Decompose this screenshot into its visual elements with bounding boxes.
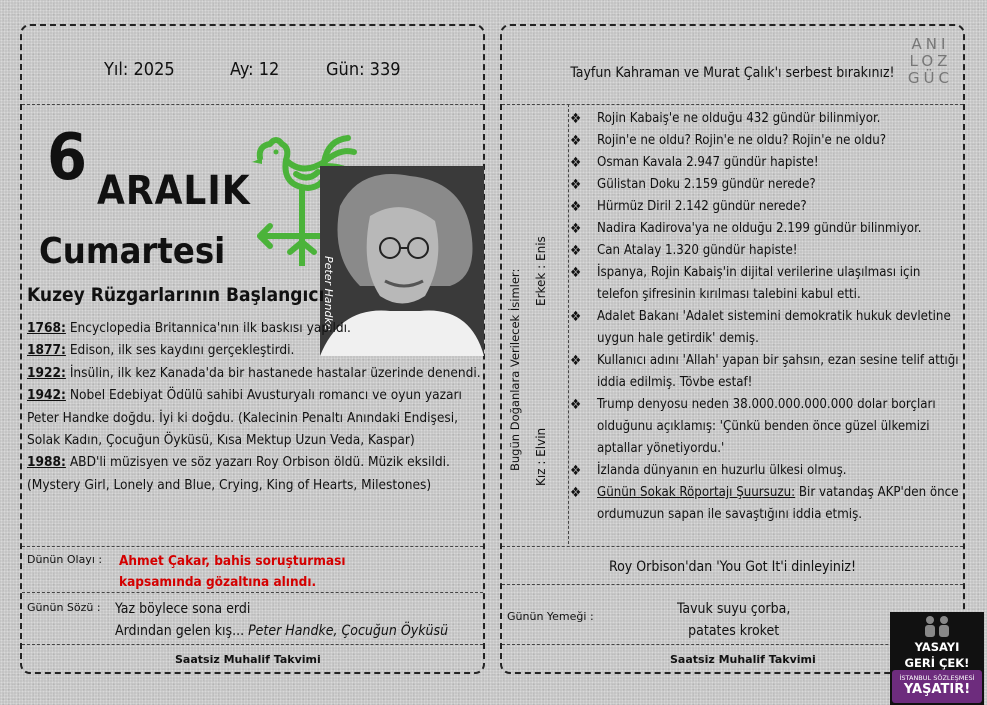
list-item: ❖ İzlanda dünyanın en huzurlu ülkesi olmuş. — [570, 460, 962, 482]
list-item: ❖ Osman Kavala 2.947 gündür hapiste! — [570, 152, 962, 174]
soz-line2: Ardından gelen kış... Peter Handke, Çocuğun Öyküsü — [115, 623, 449, 639]
istanbul-convention-badge — [890, 612, 984, 705]
divider — [22, 592, 483, 593]
divider — [22, 644, 483, 645]
soz-text — [115, 598, 448, 642]
diamond-bullet-icon: ❖ — [570, 221, 582, 237]
vertical-divider — [568, 104, 569, 544]
news-list — [570, 108, 962, 526]
olay-text: Ahmet Çakar, bahis soruşturması kapsamında gözaltına alındı. — [119, 553, 346, 590]
divider — [22, 546, 483, 547]
sokak-label: Günün Sokak Röportajı Şuursuzu: — [597, 485, 796, 500]
day-of-year-label: Gün: 339 — [326, 59, 401, 80]
divider — [502, 104, 963, 105]
female-name: Kız : Elvin — [534, 427, 548, 486]
right-calendar-panel — [500, 24, 965, 674]
badge-bottom — [892, 670, 982, 703]
list-item: ❖ Rojin Kabaiş'e ne olduğu 432 gündür bilinmiyor. — [570, 108, 962, 130]
diamond-bullet-icon: ❖ — [570, 463, 582, 479]
badge-line2: GERİ ÇEK! — [904, 656, 970, 670]
male-name: Erkek : Enis — [534, 236, 548, 306]
diamond-bullet-icon: ❖ — [570, 111, 582, 127]
diamond-bullet-icon: ❖ — [570, 485, 582, 501]
event-item: 1768: Encyclopedia Britannica'nın ilk baskısı yapıldı. — [27, 320, 351, 336]
names-section — [504, 106, 564, 486]
olay-label: Dünün Olayı : — [27, 553, 103, 566]
weekday-name: Cumartesi — [39, 231, 226, 272]
names-title: Bugün Doğanlara Verilecek İsimler: — [508, 268, 522, 471]
list-item: ❖ Günün Sokak Röportajı Şuursuzu: Bir vatandaş AKP'den önce ordumuzun sapan ile savaştığını iddia etmiş. — [570, 482, 962, 526]
divider — [22, 104, 483, 105]
day-number: 6 — [47, 121, 88, 195]
diamond-bullet-icon: ❖ — [570, 243, 582, 259]
history-events — [27, 317, 482, 496]
diamond-bullet-icon: ❖ — [570, 397, 582, 413]
list-item: ❖ İspanya, Rojin Kabaiş'in dijital verilerine ulaşılması için telefon şifresinin kırılması talebini kabul etti. — [570, 262, 962, 306]
photo-caption: Peter Handke — [322, 256, 335, 331]
badge-line1: YASAYI — [914, 640, 960, 654]
year-label: Yıl: 2025 — [104, 59, 175, 80]
diamond-bullet-icon: ❖ — [570, 199, 582, 215]
soz-author: Peter Handke, Çocuğun Öyküsü — [248, 623, 449, 639]
event-item: 1922: İnsülin, ilk kez Kanada'da bir hastanede hastalar üzerinde denendi. — [27, 364, 481, 381]
top-banner: Tayfun Kahraman ve Murat Çalık'ı serbest bırakınız! — [570, 65, 895, 81]
diamond-bullet-icon: ❖ — [570, 177, 582, 193]
soz-line1: Yaz böylece sona erdi — [115, 601, 251, 617]
left-calendar-panel — [20, 24, 485, 674]
diamond-bullet-icon: ❖ — [570, 309, 582, 325]
diamond-bullet-icon: ❖ — [570, 155, 582, 171]
event-item: 1877: Edison, ilk ses kaydını gerçekleştirdi. — [27, 342, 295, 359]
event-item: 1942: Nobel Edebiyat Ödülü sahibi Avusturyalı romancı ve oyun yazarı Peter Handke doğdu. İyi ki doğdu. (Kalecinin Penaltı Anındaki Endişesi, Solak Kadın, Çocuğun Öyküsü, Kısa Mektup Uzun Veda, Kaspar) — [27, 387, 462, 449]
event-item: 1988: ABD'li müzisyen ve söz yazarı Roy Orbison öldü. Müzik eksildi. (Mystery Girl, Lonely and Blue, Crying, King of Hearts, Milestones) — [27, 454, 450, 493]
footer-text: Saatsiz Muhalif Takvimi — [670, 653, 816, 666]
list-item: ❖ Kullanıcı adını 'Allah' yapan bir şahsın, ezan sesine telif attığı iddia edilmiş. Tövbe estaf! — [570, 350, 962, 394]
day-headline: Kuzey Rüzgarlarının Başlangıcı — [27, 284, 325, 306]
diamond-bullet-icon: ❖ — [570, 265, 582, 281]
list-item: ❖ Hürmüz Diril 2.142 gündür nerede? — [570, 196, 962, 218]
diamond-bullet-icon: ❖ — [570, 133, 582, 149]
divider — [502, 546, 963, 547]
list-item: ❖ Trump denyosu neden 38.000.000.000.000 dolar borçları olduğunu açıklamış: 'Çünkü benden önce güzel ülkemizi aptallar yönetiyordu.' — [570, 394, 962, 460]
list-item: ❖ Can Atalay 1.320 gündür hapiste! — [570, 240, 962, 262]
yemek-text: Tavuk suyu çorba, patates kroket — [677, 601, 791, 639]
month-name: ARALIK — [97, 168, 251, 214]
anilozguc-logo: ANI LOZ GÜC — [907, 35, 953, 87]
list-item: ❖ Nadira Kadirova'ya ne olduğu 2.199 gündür bilinmiyor. — [570, 218, 962, 240]
people-icon — [920, 614, 954, 638]
month-label: Ay: 12 — [230, 59, 280, 80]
footer-text: Saatsiz Muhalif Takvimi — [175, 653, 321, 666]
diamond-bullet-icon: ❖ — [570, 353, 582, 369]
divider — [502, 584, 963, 585]
badge-line4: YAŞATIR! — [903, 682, 971, 697]
song-recommendation: Roy Orbison'dan 'You Got It'i dinleyiniz! — [608, 559, 857, 575]
soz-label: Günün Sözü : — [27, 601, 101, 614]
badge-line3: İSTANBUL SÖZLEŞMESİ — [899, 674, 975, 682]
list-item: ❖ Adalet Bakanı 'Adalet sistemini demokratik hukuk devletine uygun hale getirdik' demiş. — [570, 306, 962, 350]
list-item: ❖ Gülistan Doku 2.159 gündür nerede? — [570, 174, 962, 196]
yemek-label: Günün Yemeği : — [507, 610, 594, 623]
list-item: ❖ Rojin'e ne oldu? Rojin'e ne oldu? Rojin'e ne oldu? — [570, 130, 962, 152]
